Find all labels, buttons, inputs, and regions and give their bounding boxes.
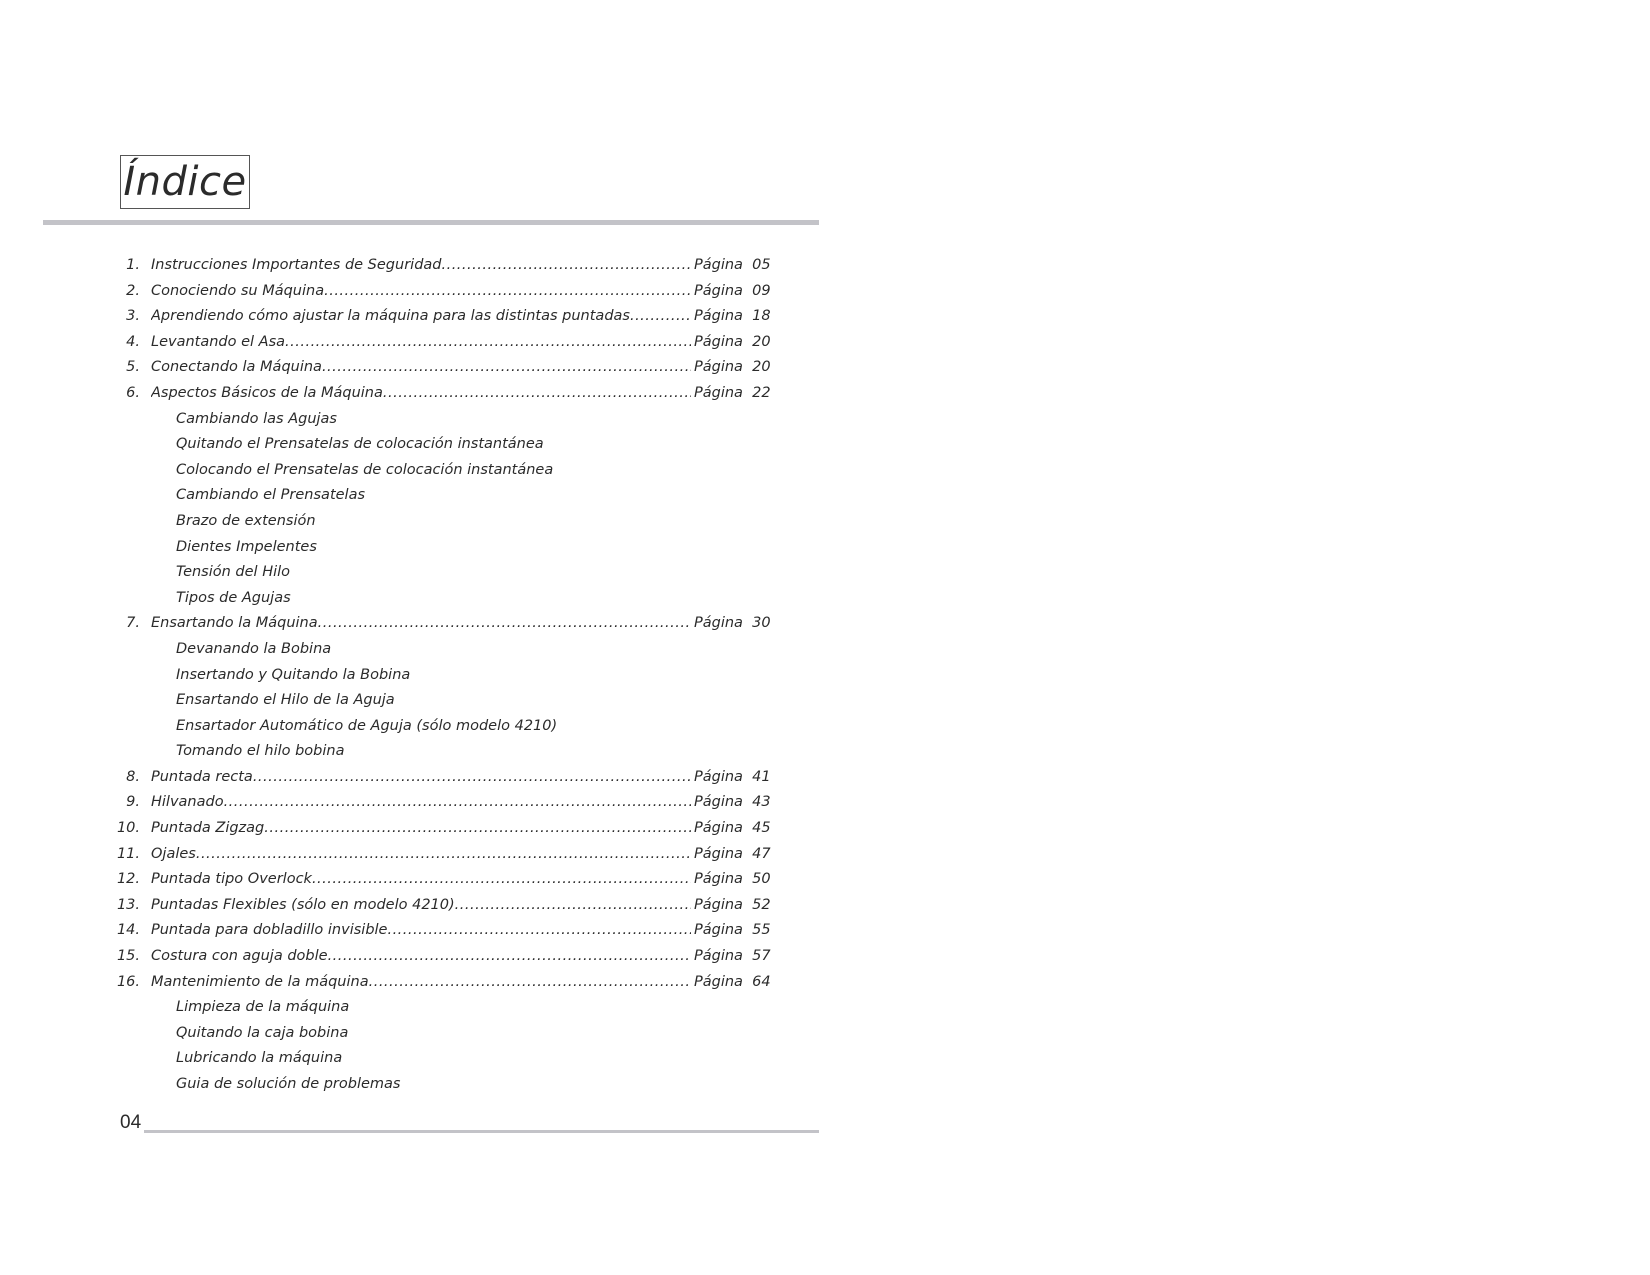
page-prefix: Página: [694, 359, 743, 376]
toc-entry-page: [694, 790, 771, 816]
toc-entry-page: [694, 842, 771, 868]
page-value: 20: [752, 333, 771, 350]
toc-entry-leader: [151, 330, 691, 356]
toc-subentry: [0, 663, 820, 689]
toc-subentry-label: Brazo de extensión: [176, 512, 316, 529]
toc-subentry: [0, 458, 820, 484]
toc-subentry-label: Cambiando las Agujas: [176, 410, 337, 427]
toc-entry-page: [694, 253, 771, 279]
dot-leader: [196, 842, 691, 868]
toc-entry-leader: [151, 611, 691, 637]
page-value: 22: [752, 384, 771, 401]
toc-entry-number: 10.: [116, 820, 140, 837]
toc-entry-label: Ojales: [151, 845, 196, 862]
toc-subentry-label: Tipos de Agujas: [176, 589, 291, 606]
toc-entry-page: [694, 304, 771, 330]
toc-subentry-label: Insertando y Quitando la Bobina: [176, 666, 411, 683]
toc-entry-label: Aprendiendo cómo ajustar la máquina para las distintas puntadas: [151, 308, 630, 325]
page-value: 30: [752, 615, 771, 632]
toc-subentry-label: Ensartador Automático de Aguja (sólo modelo 4210): [176, 717, 558, 734]
toc-entry-number: 8.: [126, 768, 140, 785]
toc-entry-page: [694, 381, 771, 407]
dot-leader: [224, 790, 691, 816]
toc-entry-label: Puntada recta: [151, 768, 253, 785]
dot-leader: [328, 944, 691, 970]
toc-subentry: [0, 739, 820, 765]
toc-subentry-label: Cambiando el Prensatelas: [176, 487, 366, 504]
toc-subentry-label: Ensartando el Hilo de la Aguja: [176, 692, 395, 709]
dot-leader: [253, 765, 691, 791]
page-value: 41: [752, 768, 771, 785]
toc-entry: [0, 790, 820, 816]
page-prefix: Página: [694, 922, 743, 939]
page-value: 64: [752, 973, 771, 990]
toc-entry-number: 16.: [116, 973, 140, 990]
toc-entry-number: 2.: [126, 282, 140, 299]
page-title-box: [120, 155, 250, 209]
toc-entry: [0, 970, 820, 996]
toc-entry-label: Puntada tipo Overlock: [151, 871, 312, 888]
page-prefix: Página: [694, 973, 743, 990]
toc-subentry-label: Limpieza de la máquina: [176, 999, 350, 1016]
toc-entry-page: [694, 765, 771, 791]
toc-subentry-label: Colocando el Prensatelas de colocación instantánea: [176, 461, 554, 478]
toc-entry-leader: [151, 918, 691, 944]
toc-entry-leader: [151, 279, 691, 305]
toc-entry-label: Aspectos Básicos de la Máquina: [151, 384, 383, 401]
page-value: 52: [752, 896, 771, 913]
page-prefix: Página: [694, 308, 743, 325]
toc-subentry: [0, 1046, 820, 1072]
toc-entry-number: 5.: [126, 359, 140, 376]
page-prefix: Página: [694, 333, 743, 350]
toc-subentry: [0, 1021, 820, 1047]
page-value: 50: [752, 871, 771, 888]
toc-entry-leader: [151, 355, 691, 381]
toc-entry-leader: [151, 253, 691, 279]
toc-entry-leader: [151, 867, 691, 893]
toc-entry-leader: [151, 765, 691, 791]
page-prefix: Página: [694, 871, 743, 888]
toc-subentry: [0, 995, 820, 1021]
page-value: 05: [752, 257, 771, 273]
toc-entry-page: [694, 944, 771, 970]
toc-entry-label: Conociendo su Máquina: [151, 282, 325, 299]
page-prefix: Página: [694, 257, 743, 273]
toc-entry-page: [694, 330, 771, 356]
toc-subentry: [0, 637, 820, 663]
table-of-contents: [0, 253, 820, 1098]
toc-entry: [0, 918, 820, 944]
toc-subentry-label: Lubricando la máquina: [176, 1050, 343, 1067]
toc-entry-label: Costura con aguja doble: [151, 948, 328, 965]
toc-entry-page: [694, 611, 771, 637]
toc-subentry-label: Tomando el hilo bobina: [176, 743, 345, 760]
toc-subentry: [0, 688, 820, 714]
dot-leader: [322, 355, 691, 381]
toc-entry-label: Puntada para dobladillo invisible: [151, 922, 388, 939]
toc-entry-label: Ensartando la Máquina: [151, 615, 318, 632]
page-prefix: Página: [694, 845, 743, 862]
toc-entry-page: [694, 918, 771, 944]
toc-subentry: [0, 535, 820, 561]
toc-entry: [0, 842, 820, 868]
toc-entry-number: 13.: [116, 896, 140, 913]
toc-entry: [0, 381, 820, 407]
toc-entry-leader: [151, 381, 691, 407]
toc-subentry-label: Devanando la Bobina: [176, 640, 332, 657]
page-prefix: Página: [694, 768, 743, 785]
dot-leader: [455, 893, 691, 919]
page-prefix: Página: [694, 282, 743, 299]
toc-entry: [0, 330, 820, 356]
page-value: 09: [752, 282, 771, 299]
dot-leader: [441, 253, 691, 279]
dot-leader: [264, 816, 691, 842]
bottom-divider: [144, 1130, 819, 1133]
dot-leader: [369, 970, 691, 996]
toc-entry-page: [694, 279, 771, 305]
toc-subentry: [0, 1072, 820, 1098]
toc-entry-leader: [151, 790, 691, 816]
page-number: 04: [120, 1112, 142, 1133]
toc-subentry: [0, 483, 820, 509]
toc-entry-number: 6.: [126, 384, 140, 401]
toc-entry: [0, 816, 820, 842]
dot-leader: [387, 918, 691, 944]
toc-subentry-label: Quitando el Prensatelas de colocación instantánea: [176, 436, 544, 453]
toc-entry: [0, 867, 820, 893]
page-prefix: Página: [694, 384, 743, 401]
page-value: 57: [752, 948, 771, 965]
page-value: 55: [752, 922, 771, 939]
toc-entry: [0, 279, 820, 305]
toc-entry-number: 11.: [116, 845, 140, 862]
page-prefix: Página: [694, 820, 743, 837]
toc-entry: [0, 355, 820, 381]
toc-entry: [0, 304, 820, 330]
toc-subentry: [0, 586, 820, 612]
toc-entry-number: 7.: [126, 615, 140, 632]
dot-leader: [318, 611, 691, 637]
toc-entry-label: Mantenimiento de la máquina: [151, 973, 369, 990]
page-prefix: Página: [694, 615, 743, 632]
toc-entry-number: 12.: [116, 871, 140, 888]
toc-entry-label: Puntada Zigzag: [151, 820, 265, 837]
toc-entry-label: Hilvanado: [151, 794, 224, 811]
toc-entry-page: [694, 867, 771, 893]
toc-entry-number: 15.: [116, 948, 140, 965]
toc-entry-number: 9.: [126, 794, 140, 811]
toc-subentry-label: Guia de solución de problemas: [176, 1076, 401, 1092]
toc-entry-leader: [151, 970, 691, 996]
toc-entry-page: [694, 816, 771, 842]
toc-subentry-label: Quitando la caja bobina: [176, 1024, 349, 1041]
dot-leader: [630, 304, 691, 330]
page-value: 18: [752, 308, 771, 325]
top-divider: [43, 220, 819, 225]
toc-subentry-label: Tensión del Hilo: [176, 564, 291, 581]
dot-leader: [285, 330, 691, 356]
toc-entry-leader: [151, 304, 691, 330]
toc-entry-label: Puntadas Flexibles (sólo en modelo 4210): [151, 896, 455, 913]
page-value: 47: [752, 845, 771, 862]
page-value: 43: [752, 794, 771, 811]
dot-leader: [312, 867, 691, 893]
toc-entry-label: Instrucciones Importantes de Seguridad: [151, 257, 442, 273]
toc-entry: [0, 611, 820, 637]
page-prefix: Página: [694, 896, 743, 913]
toc-subentry: [0, 432, 820, 458]
toc-entry-number: 1.: [126, 257, 140, 273]
toc-subentry: [0, 560, 820, 586]
toc-entry-leader: [151, 944, 691, 970]
toc-entry-number: 14.: [116, 922, 140, 939]
toc-entry-number: 3.: [126, 308, 140, 325]
page-value: 45: [752, 820, 771, 837]
toc-entry-leader: [151, 842, 691, 868]
page-value: 20: [752, 359, 771, 376]
page-title: Índice: [123, 159, 247, 205]
toc-entry: [0, 765, 820, 791]
page-prefix: Página: [694, 948, 743, 965]
toc-entry-leader: [151, 816, 691, 842]
toc-entry-number: 4.: [126, 333, 140, 350]
toc-subentry-label: Dientes Impelentes: [176, 538, 317, 555]
toc-entry-label: Levantando el Asa: [151, 333, 286, 350]
toc-entry-page: [694, 355, 771, 381]
toc-entry: [0, 893, 820, 919]
toc-entry: [0, 253, 820, 279]
dot-leader: [383, 381, 691, 407]
toc-entry-label: Conectando la Máquina: [151, 359, 322, 376]
toc-entry: [0, 944, 820, 970]
toc-entry-page: [694, 970, 771, 996]
dot-leader: [324, 279, 691, 305]
toc-entry-leader: [151, 893, 691, 919]
toc-entry-page: [694, 893, 771, 919]
page-prefix: Página: [694, 794, 743, 811]
toc-subentry: [0, 509, 820, 535]
toc-subentry: [0, 407, 820, 433]
toc-subentry: [0, 714, 820, 740]
